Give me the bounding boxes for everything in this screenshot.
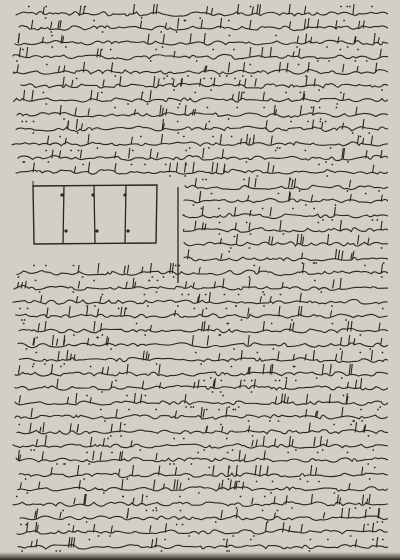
handwritten-line — [16, 537, 388, 553]
vertical-bracket — [174, 185, 182, 285]
geometric-diagram — [30, 181, 160, 247]
page-edge — [0, 552, 400, 560]
